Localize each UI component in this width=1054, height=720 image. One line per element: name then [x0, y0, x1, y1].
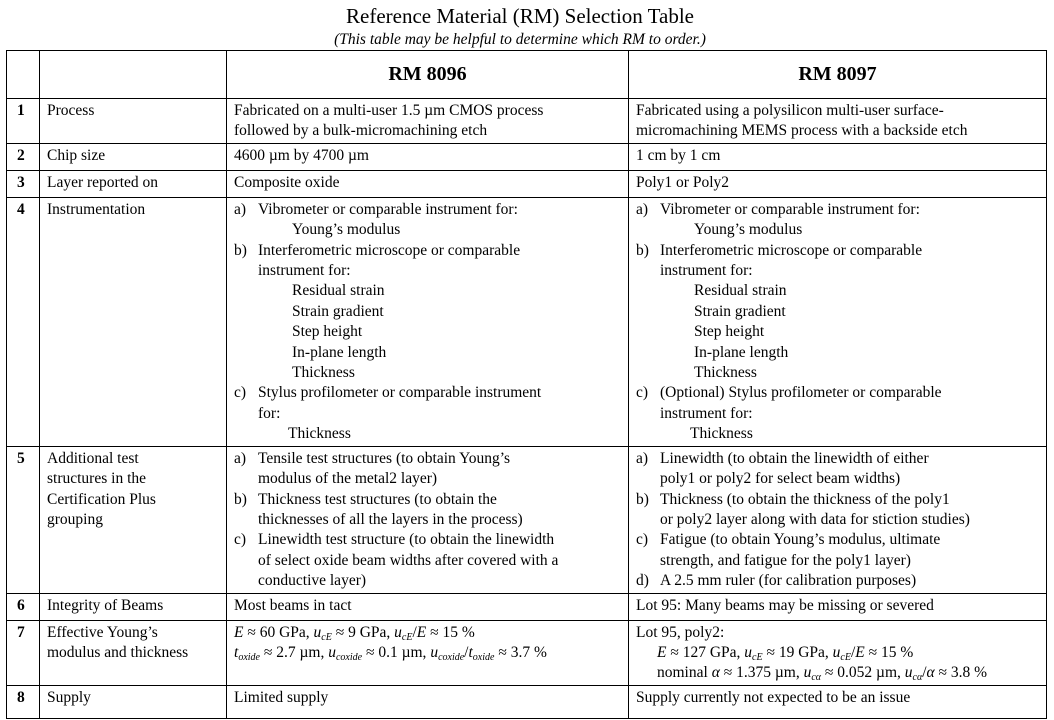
rm8096-cell: Most beams in tact	[227, 593, 629, 620]
symbol-u: u	[328, 643, 336, 661]
row-number: 4	[7, 197, 40, 446]
item-text	[258, 241, 623, 282]
table-row	[7, 170, 1047, 197]
list-item	[636, 383, 1041, 424]
thickness-line: nominal α ≈ 1.375 µm, $u_{c\alpha} \approx 0.052$ µm, $u_{c\alpha}/\alpha \approx 3.8$ %	[657, 664, 988, 684]
item-label: b)	[234, 490, 247, 508]
row-label: Supply	[40, 685, 227, 718]
list-item	[636, 490, 1041, 531]
label-line: Effective Young’s	[47, 623, 158, 641]
item-line: instrument for:	[660, 404, 753, 422]
item-label: a)	[636, 449, 649, 467]
list-item	[636, 530, 1041, 571]
item-line: Linewidth (to obtain the linewidth of either	[660, 449, 929, 467]
lot-heading: Lot 95, poly2:	[636, 623, 725, 641]
list-item	[636, 449, 1041, 490]
item-line: Interferometric microscope or comparable	[258, 241, 521, 259]
item-line: modulus of the metal2 layer)	[258, 470, 438, 488]
sub-item: In-plane length	[292, 343, 387, 361]
label-line: structures in the	[47, 470, 147, 488]
header-rm8096: RM 8096	[227, 51, 629, 99]
rm8096-cell: 4600 µm by 4700 µm	[227, 143, 629, 170]
table-header-row	[7, 51, 1047, 99]
table-row	[7, 99, 1047, 144]
rm-selection-table	[6, 50, 1047, 719]
item-text	[660, 490, 1041, 531]
label-line: modulus and thickness	[47, 643, 189, 661]
value-text: ≈ 0.052 µm,	[821, 664, 905, 682]
header-blank-num	[7, 51, 40, 99]
thickness-line: $t_{oxide} \approx 2.7$ µm, $u_{coxide} \approx 0.1$ µm, $u_{coxide}/t_{oxide} \approx 3.7$ %	[234, 643, 547, 663]
item-text	[660, 383, 1041, 424]
table-row	[7, 143, 1047, 170]
item-text	[258, 449, 623, 490]
item-label: a)	[234, 200, 247, 218]
table-row	[7, 197, 1047, 446]
subscript: cα	[912, 672, 923, 684]
subscript: coxide	[438, 651, 465, 663]
document-subtitle: (This table may be helpful to determine which RM to order.)	[334, 31, 706, 48]
value-text: ≈ 60 GPa,	[243, 623, 314, 641]
modulus-line: E ≈ 60 GPa, $u_{cE} \approx 9$ GPa, $u_{cE}/E \approx 15$ %	[234, 623, 475, 643]
rm8096-cell	[227, 197, 629, 446]
item-line: or poly2 layer along with data for stiction studies)	[660, 510, 970, 528]
item-text	[258, 383, 623, 424]
value-text: ≈ 1.375 µm,	[719, 664, 804, 682]
item-line: of select oxide beam widths after covered with a	[258, 551, 559, 569]
sub-item: Young’s modulus	[292, 221, 401, 239]
list-item	[636, 241, 1041, 282]
cell-line: micromachining MEMS process with a backside etch	[636, 122, 968, 140]
item-line: instrument for:	[258, 262, 351, 280]
item-label: c)	[636, 384, 649, 402]
symbol-u: u	[430, 643, 439, 661]
value-text: ≈ 127 GPa,	[666, 643, 745, 661]
item-line: Stylus profilometer or comparable instrument	[258, 384, 542, 402]
rm8096-cell	[227, 620, 629, 685]
subscript: oxide	[472, 651, 495, 663]
symbol-e: E	[416, 623, 427, 641]
row-number: 5	[7, 446, 40, 593]
sub-item: Step height	[694, 323, 765, 341]
subscript: cE	[752, 651, 763, 663]
item-label: a)	[234, 449, 247, 467]
label-line: Certification Plus	[47, 490, 156, 508]
symbol-u: u	[744, 643, 753, 661]
item-label: c)	[234, 384, 247, 402]
subscript: cα	[811, 672, 822, 684]
item-text	[660, 571, 1041, 591]
subscript: oxide	[238, 651, 260, 663]
rm8096-cell: Limited supply	[227, 685, 629, 718]
item-label: b)	[234, 241, 247, 259]
value-text: nominal	[657, 664, 712, 682]
subscript: cE	[321, 631, 332, 643]
symbol-e: E	[855, 643, 865, 661]
modulus-line: E ≈ 127 GPa, $u_{cE} \approx 19$ GPa, $u_{cE}/E \approx 15$ %	[657, 643, 914, 663]
row-label: Process	[40, 99, 227, 144]
cell-line: Fabricated using a polysilicon multi-user surface-	[636, 102, 944, 119]
item-line: thicknesses of all the layers in the process)	[258, 510, 523, 528]
sub-item: Strain gradient	[694, 302, 786, 320]
list-item	[636, 571, 1041, 591]
item-line: for:	[258, 404, 281, 422]
value-text: ≈ 2.7 µm,	[259, 643, 329, 661]
sub-item: Step height	[292, 323, 363, 341]
sub-item: Residual strain	[694, 282, 787, 300]
row-label: Instrumentation	[40, 197, 227, 446]
table-row	[7, 620, 1047, 685]
item-line: instrument for:	[660, 262, 753, 280]
item-text	[660, 241, 1041, 282]
cell-line: Fabricated on a multi-user 1.5 µm CMOS process	[234, 102, 544, 119]
item-text: Vibrometer or comparable instrument for:	[660, 200, 920, 218]
item-label: d)	[636, 572, 649, 590]
value-text: ≈ 9 GPa,	[331, 623, 395, 641]
row-number: 6	[7, 593, 40, 620]
row-label: Layer reported on	[40, 170, 227, 197]
list-item	[234, 449, 623, 490]
rm8097-cell: Supply currently not expected to be an issue	[629, 685, 1047, 718]
cell-line: followed by a bulk-micromachining etch	[234, 122, 488, 140]
rm8097-cell	[629, 99, 1047, 144]
item-line: A 2.5 mm ruler (for calibration purposes)	[660, 572, 917, 590]
rm8097-cell	[629, 197, 1047, 446]
row-number: 3	[7, 170, 40, 197]
value-text: ≈ 19 GPa,	[762, 643, 833, 661]
rm8097-cell	[629, 620, 1047, 685]
sub-item: Thickness	[690, 425, 753, 443]
label-line: grouping	[47, 510, 103, 528]
sub-item: Thickness	[694, 364, 757, 382]
rm8096-cell	[227, 99, 629, 144]
sub-item: Strain gradient	[292, 302, 384, 320]
value-text: ≈ 3.7 %	[494, 643, 547, 661]
item-text	[660, 449, 1041, 490]
item-line: Interferometric microscope or comparable	[660, 241, 923, 259]
sub-item: Residual strain	[292, 282, 385, 300]
rm8097-cell: 1 cm by 1 cm	[629, 143, 1047, 170]
table-row	[7, 685, 1047, 718]
item-text: Vibrometer or comparable instrument for:	[258, 200, 518, 218]
list-item	[234, 490, 623, 531]
symbol-t: t	[468, 643, 473, 661]
item-text	[660, 530, 1041, 571]
item-label: a)	[636, 200, 649, 218]
item-line: (Optional) Stylus profilometer or comparable	[660, 384, 942, 402]
symbol-u: u	[803, 664, 812, 682]
table-row	[7, 593, 1047, 620]
rm8096-cell: Composite oxide	[227, 170, 629, 197]
item-text	[258, 530, 623, 591]
row-number: 8	[7, 685, 40, 718]
rm8097-cell	[629, 446, 1047, 593]
item-label: c)	[636, 531, 649, 549]
table-row	[7, 446, 1047, 593]
rm8097-cell: Poly1 or Poly2	[629, 170, 1047, 197]
sub-item: Young’s modulus	[694, 221, 803, 239]
symbol-alpha: α	[926, 664, 935, 682]
value-text: ≈ 3.8 %	[934, 664, 988, 682]
subscript: cE	[840, 651, 851, 663]
subscript: coxide	[335, 651, 363, 663]
item-text	[258, 490, 623, 531]
item-label: b)	[636, 490, 649, 508]
value-text: ≈ 15 %	[426, 623, 475, 641]
row-label	[40, 446, 227, 593]
symbol-e: E	[234, 623, 244, 641]
header-blank-label	[40, 51, 227, 99]
rm8097-cell: Lot 95: Many beams may be missing or severed	[629, 593, 1047, 620]
sub-item: Thickness	[292, 364, 355, 382]
item-line: Thickness (to obtain the thickness of the poly1	[660, 490, 950, 508]
symbol-u: u	[394, 623, 402, 641]
row-number: 7	[7, 620, 40, 685]
row-number: 2	[7, 143, 40, 170]
list-item	[234, 200, 623, 220]
item-label: c)	[234, 531, 247, 549]
document-title: Reference Material (RM) Selection Table	[346, 4, 694, 28]
row-number: 1	[7, 99, 40, 144]
list-item	[234, 530, 623, 591]
item-line: conductive layer)	[258, 572, 367, 590]
sub-item: In-plane length	[694, 343, 789, 361]
list-item	[234, 383, 623, 424]
row-label: Chip size	[40, 143, 227, 170]
symbol-u: u	[904, 664, 913, 682]
symbol-u: u	[832, 643, 841, 661]
list-item	[636, 200, 1041, 220]
symbol-t: t	[234, 643, 239, 661]
value-text: ≈ 15 %	[864, 643, 914, 661]
item-line: Linewidth test structure (to obtain the linewidth	[258, 531, 555, 549]
item-line: Thickness test structures (to obtain the	[258, 490, 497, 508]
item-line: Fatigue (to obtain Young’s modulus, ultimate	[660, 531, 941, 549]
subscript: cE	[401, 631, 413, 643]
symbol-u: u	[313, 623, 322, 641]
rm8096-cell	[227, 446, 629, 593]
sub-item: Thickness	[288, 425, 351, 443]
list-item	[234, 241, 623, 282]
symbol-e: E	[657, 643, 667, 661]
item-line: Tensile test structures (to obtain Young’s	[258, 449, 511, 467]
item-line: strength, and fatigue for the poly1 layer)	[660, 551, 911, 569]
value-text: ≈ 0.1 µm,	[362, 643, 431, 661]
row-label: Integrity of Beams	[40, 593, 227, 620]
row-label	[40, 620, 227, 685]
symbol-alpha: α	[711, 664, 720, 682]
item-label: b)	[636, 241, 649, 259]
label-line: Additional test	[47, 449, 139, 467]
item-line: poly1 or poly2 for select beam widths)	[660, 470, 901, 488]
header-rm8097: RM 8097	[629, 51, 1047, 99]
